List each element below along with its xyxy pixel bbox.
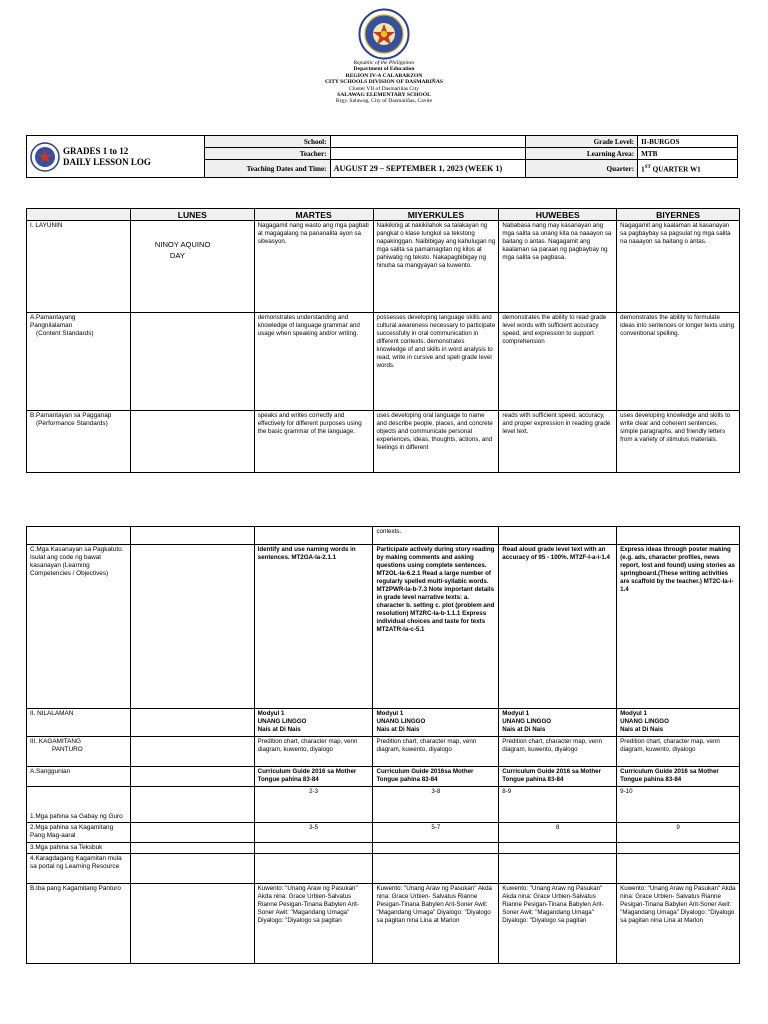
deped-seal-logo: [358, 8, 410, 60]
gabay-label: 1.Mga pahina sa Gabay ng Guro: [27, 787, 131, 823]
lesson-table-page1: [26, 208, 740, 473]
competencies-martes: Identify and use naming words in sentences. MT2GA-Ia-2.1.1: [254, 545, 373, 709]
teksbuk-lunes: [130, 843, 254, 854]
iba-pa-martes: Kuwento: "Unang Araw ng Pasukan" Akda nina: Grace Urbien-Salvatus Rianne Pesigan-Tinana Babylen Arit-Soner Awit: "Magandang Umaga" Diyalogo: "Diyalogo sa pagitan: [254, 884, 373, 964]
nilalaman-martes-1: Modyul 1: [257, 710, 285, 717]
kagamitang-mag-aaral-label: 2.Mga pahina sa Kagamitang Pang Mag-aaral: [27, 823, 131, 843]
performance-standards-label: [27, 411, 131, 473]
ninoy-aquino-day-cell: [130, 221, 254, 313]
layunin-biyernes: Nagagamit ang kaalaman at kasanayan sa pagbaybay sa pagsulat ng mga salita na naaayon sa baitang o antas.: [617, 221, 740, 313]
day-header-martes: MARTES: [254, 209, 373, 221]
gabay-huwebes: 8-9: [499, 787, 617, 823]
nilalaman-huwebes: [499, 709, 617, 737]
letterhead: [0, 60, 768, 105]
school-value: [330, 136, 526, 148]
karagdagang-biyernes: [617, 854, 740, 884]
teksbuk-martes: [254, 843, 373, 854]
mag-aaral-lunes: [130, 823, 254, 843]
content-biyernes: demonstrates the ability to formulate ideas into sentences or longer texts using conventional spelling.: [617, 313, 740, 411]
school-label: School:: [204, 136, 330, 148]
day-header-huwebes: HUWEBES: [499, 209, 617, 221]
teaching-dates-value: AUGUST 29 – SEPTEMBER 1, 2023 (WEEK 1): [330, 160, 526, 178]
sanggunian-biyernes: Curriculum Guide 2016 sa Mother Tongue pahina 83-84: [617, 767, 740, 787]
teksbuk-label: 3.Mga pahina sa Teksbuk: [27, 843, 131, 854]
content-standards-label: [27, 313, 131, 411]
nilalaman-huwebes-1: Modyul 1: [502, 710, 530, 717]
kagamitan-biyernes: Predition chart, character map, venn diagram, kuwento, diyalogo: [617, 737, 740, 767]
nilalaman-lunes: [130, 709, 254, 737]
kagamitan-martes: Predition chart, character map, venn diagram, kuwento, diyalogo: [254, 737, 373, 767]
quarter-ordinal: ST: [644, 164, 651, 170]
learning-area-value: MTB: [638, 148, 738, 160]
mag-aaral-martes: 3-5: [254, 823, 373, 843]
ninoy-line1: NINOY AQUINO: [154, 240, 211, 249]
karagdagang-lunes: [130, 854, 254, 884]
content-huwebes: demonstrates the ability to read grade level words with sufficient accuracy speed, and expression to support comprehension: [499, 313, 617, 411]
competencies-huwebes: Read aloud grade level text with an accuracy of 95 - 100%. MT2F-I-a-i-1.4: [499, 545, 617, 709]
nilalaman-miyerkules-2: UNANG LINGGO: [376, 718, 426, 725]
iba-pa-lunes: [130, 884, 254, 964]
nilalaman-miyerkules-1: Modyul 1: [376, 710, 404, 717]
performance-biyernes: uses developing knowledge and skills to write clear and coherent sentences, simple paragraphs, and friendly letters from a variety of stimulus materials.: [617, 411, 740, 473]
dll-title-cell: [27, 136, 205, 178]
content-standards-label-2: Pangnilalaman: [30, 322, 73, 329]
gabay-martes: 2-3: [254, 787, 373, 823]
cluster-line: Cluster VII of Dasmariñas City: [348, 85, 420, 92]
sanggunian-label: A.Sanggunian: [27, 767, 131, 787]
teksbuk-biyernes: [617, 843, 740, 854]
department-line: Department of Education: [353, 66, 415, 73]
competencies-biyernes: Express ideas through poster making (e.g. ads, character profiles, news report, lost and found) using stories as springboard.(These writing activities are scaffold by the teacher.) MT2C-Ia-i-1.4: [617, 545, 740, 709]
iba-pang-kagamitan-label: B.Iba pang Kagamitang Panturo: [27, 884, 131, 964]
division-line: CITY SCHOOLS DIVISION OF DASMARIÑAS: [324, 79, 443, 86]
contexts-lunes: [130, 527, 254, 545]
deped-small-seal-icon: [30, 142, 60, 172]
karagdagang-huwebes: [499, 854, 617, 884]
grade-level-label: Grade Level:: [526, 136, 638, 148]
kagamitan-label-2: PANTURO: [52, 746, 83, 753]
kagamitan-label: [27, 737, 131, 767]
sanggunian-miyerkules: Curriculum Guide 2016sa Mother Tongue pahina 83-84: [373, 767, 499, 787]
layunin-martes: Nagagamit nang wasto ang mga pagbati at magagalang na pananalita ayon sa sitwasyon.: [254, 221, 373, 313]
karagdagang-label: 4.Karagdagang Kagamitan mula sa portal ng Learning Resource: [27, 854, 131, 884]
iba-pa-miyerkules: Kuwento: "Unang Araw ng Pasukan" Akda nina: Grace Urbien- Salvatus Rianne Pesigan-Tinana Babylen Arit-Soner Awit: "Magandang Umaga" Diyalogo: "Diyalogo sa pagitan nina Lina at Marlon: [373, 884, 499, 964]
corner-header: [27, 209, 131, 221]
performance-huwebes: reads with sufficient speed, accuracy, and proper expression in reading grade level text.: [499, 411, 617, 473]
teksbuk-huwebes: [499, 843, 617, 854]
quarter-text: QUARTER W1: [650, 165, 701, 174]
nilalaman-biyernes: [617, 709, 740, 737]
nilalaman-label: II. NILALAMAN: [27, 709, 131, 737]
grade-level-value: II-BURGOS: [638, 136, 738, 148]
sanggunian-martes: Curriculum Guide 2016 sa Mother Tongue pahina 83-84: [254, 767, 373, 787]
competencies-lunes: [130, 545, 254, 709]
day-header-miyerkules: MIYERKULES: [373, 209, 499, 221]
nilalaman-miyerkules: [373, 709, 499, 737]
content-standards-label-1: A.Pamantayang: [30, 314, 76, 321]
mag-aaral-miyerkules: 5-7: [373, 823, 499, 843]
mag-aaral-huwebes: 8: [499, 823, 617, 843]
nilalaman-huwebes-2: UNANG LINGGO: [502, 718, 552, 725]
republic-line: Republic of the Philippines: [353, 60, 415, 66]
layunin-miyerkules: Naikikinig at nakikilahok sa talakayan ng pangkat o klase tungkol sa tekstong napakinggan. Naibibigay ang kahulugan ng mga salita sa pamamagitan ng kilos at pahiwatig ng teksto. Nakapagbibigay ng hinuha sa mangyayari sa kuwento.: [373, 221, 499, 313]
contexts-huwebes: [499, 527, 617, 545]
quarter-number: 1: [641, 165, 645, 174]
dll-title-line2: DAILY LESSON LOG: [63, 156, 151, 167]
address-line: Brgy. Salawag, City of Dasmariñas, Cavite: [335, 98, 433, 105]
gabay-miyerkules: 3-8: [373, 787, 499, 823]
layunin-huwebes: Nababasa nang may kasanayan ang mga salita sa unang kita na naaayon sa baitang o antas. Nagagamit ang kaalaman sa paraan ng pagbaybay ng mga salita sa pagbasa.: [499, 221, 617, 313]
kagamitan-label-1: III. KAGAMITANG: [30, 738, 82, 745]
content-martes: demonstrates understanding and knowledge of language grammar and usage when speaking and/or writing.: [254, 313, 373, 411]
lesson-table-page2: [26, 526, 740, 964]
layunin-label: I. LAYUNIN: [27, 221, 131, 313]
nilalaman-martes-2: UNANG LINGGO: [257, 718, 307, 725]
contexts-biyernes: [617, 527, 740, 545]
iba-pa-biyernes: Kuwento: "Unang Araw ng Pasukan" Akda nina: Grace Urbien- Salvatus Rianne Pesigan-Tinana Babylen Arit-Soner Awit: "Magandang Umaga" Diyalogo: "Diyalogo sa pagitan nina Lina at Marlon: [617, 884, 740, 964]
learning-area-label: Learning Area:: [526, 148, 638, 160]
nilalaman-biyernes-1: Modyul 1: [620, 710, 647, 717]
performance-standards-label-1: B.Pamantayan sa Pagganap: [30, 412, 112, 419]
nilalaman-miyerkules-3: Nais at Di Nais: [376, 726, 420, 733]
content-lunes: [130, 313, 254, 411]
dll-title-line1: GRADES 1 to 12: [63, 145, 129, 156]
mag-aaral-biyernes: 9: [617, 823, 740, 843]
teacher-label: Teacher:: [204, 148, 330, 160]
teksbuk-miyerkules: [373, 843, 499, 854]
nilalaman-huwebes-3: Nais at Di Nais: [502, 726, 546, 733]
karagdagang-martes: [254, 854, 373, 884]
nilalaman-martes-3: Nais at Di Nais: [257, 726, 301, 733]
performance-lunes: [130, 411, 254, 473]
gabay-lunes: [130, 787, 254, 823]
performance-miyerkules: uses developing oral language to name and describe people, places, and concrete objects and communicate personal experiences, ideas, thoughts, actions, and feelings in different: [373, 411, 499, 473]
kagamitan-miyerkules: Predition chart, character map, venn diagram, kuwento, diyalogo: [373, 737, 499, 767]
ninoy-line2: DAY: [169, 251, 185, 260]
iba-pa-huwebes: Kuwento: "Unang Araw ng Pasukan" Akda nina: Grace Urbien-Salvatus Rianne Pesigan-Tinana Babylen Arit-Soner Awit: "Magandang Umaga" Diyalogo: "Diyalogo sa pagitan: [499, 884, 617, 964]
contexts-martes: [254, 527, 373, 545]
school-line: SALAWAG ELEMENTARY SCHOOL: [337, 92, 431, 99]
teacher-value: [330, 148, 526, 160]
contexts-row-label: [27, 527, 131, 545]
kagamitan-lunes: [130, 737, 254, 767]
competencies-label: C.Mga Kasanayan sa Pagkatuto. Isulat ang code ng bawat kasanayan (Learning Competencies / Objectives): [27, 545, 131, 709]
day-header-lunes: LUNES: [130, 209, 254, 221]
competencies-miyerkules: Participate actively during story reading by making comments and asking questions using complete sentences. MT2OL-Ia-6.2.1 Read a large number of regularly spelled multi-syllabic words. MT2PWR-Ia-b-7.3 Note important details in grade level narrative texts: a. character b. setting c. plot (problem and resolution) MT2RC-Ia-b-1.1.1 Express individual choices and taste for texts MT2ATR-Ia-c-5.1: [373, 545, 499, 709]
gabay-biyernes: 9-10: [617, 787, 740, 823]
nilalaman-biyernes-2: UNANG LINGGO: [620, 718, 669, 725]
region-line: REGION IV-A CALABARZON: [345, 72, 423, 79]
performance-martes: speaks and writes correctly and effectively for different purposes using the basic grammar of the language.: [254, 411, 373, 473]
sanggunian-lunes: [130, 767, 254, 787]
kagamitan-huwebes: Predition chart, character map, venn diagram, kuwento, diyalogo: [499, 737, 617, 767]
nilalaman-martes: [254, 709, 373, 737]
performance-standards-label-2: (Performance Standards): [36, 420, 108, 427]
karagdagang-miyerkules: [373, 854, 499, 884]
info-table: [26, 135, 738, 178]
quarter-value: [638, 160, 738, 178]
content-miyerkules: possesses developing language skills and cultural awareness necessary to participate successfully in oral communication in different contexts. demonstrates knowledge of and skills in word analysis to read, write in cursive and spell grade level words.: [373, 313, 499, 411]
sanggunian-huwebes: Curriculum Guide 2016 sa Mother Tongue pahina 83-84: [499, 767, 617, 787]
day-header-biyernes: BIYERNES: [617, 209, 740, 221]
nilalaman-biyernes-3: Nais at Di Nais: [620, 726, 664, 733]
content-standards-label-3: (Content Standards): [36, 330, 94, 337]
teaching-dates-label: Teaching Dates and Time:: [204, 160, 330, 178]
quarter-label: Quarter:: [526, 160, 638, 178]
contexts-miyerkules: contexts.: [373, 527, 499, 545]
